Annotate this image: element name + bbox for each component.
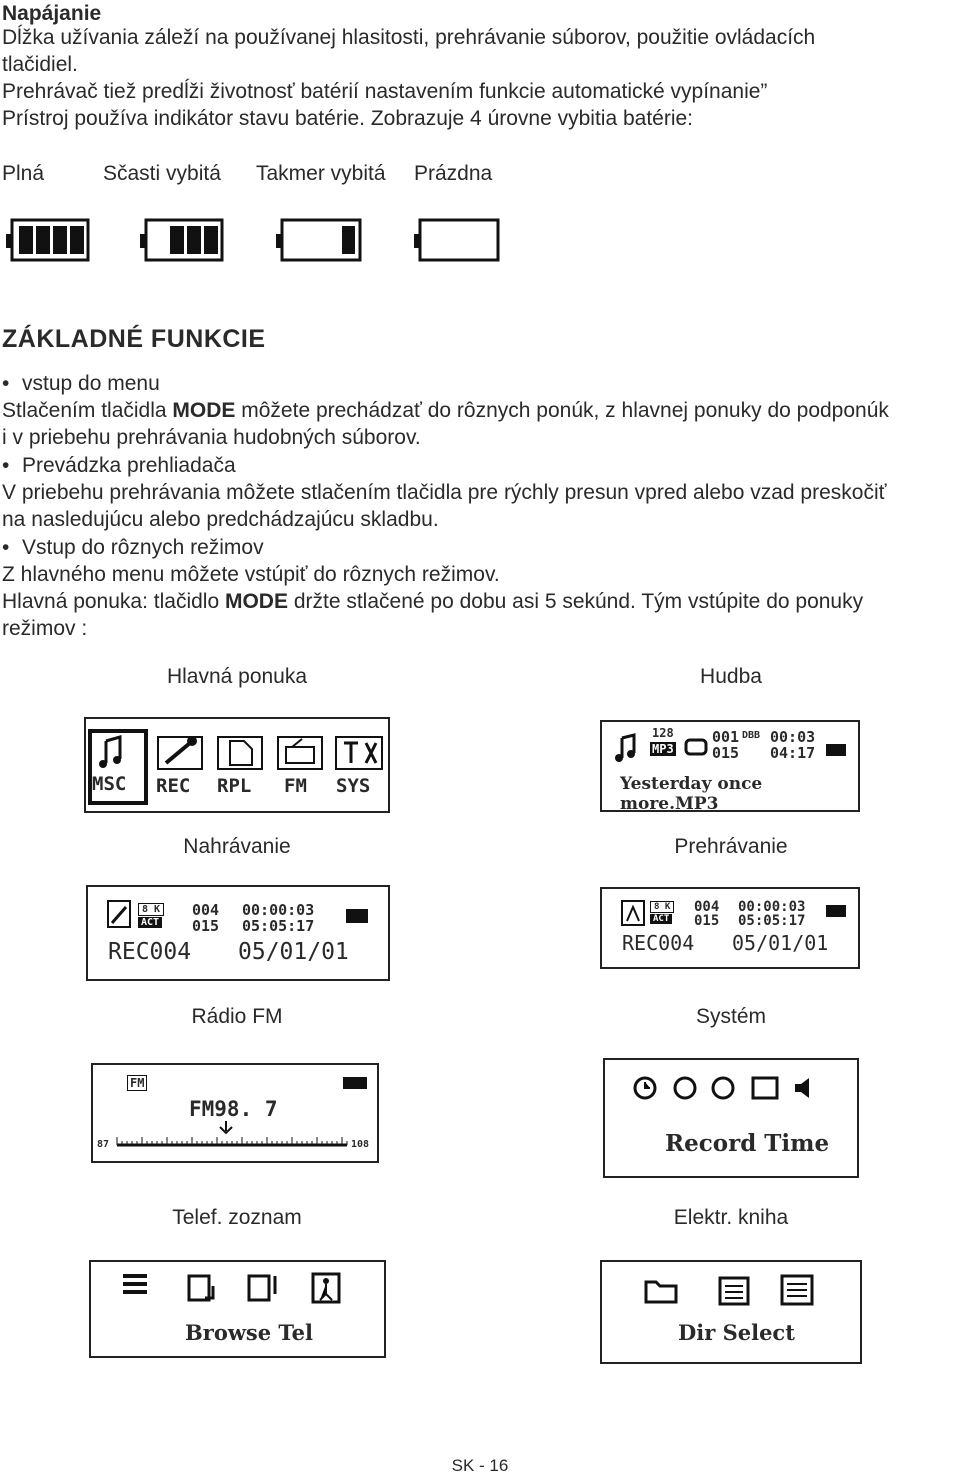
battery-icon [826, 744, 846, 756]
record-date: 05/01/01 [238, 939, 349, 965]
playback-icon [622, 901, 644, 925]
repeat-icon [686, 740, 706, 754]
lcd-system [603, 1058, 859, 1178]
playback-file: REC004 [622, 931, 695, 955]
battery-empty-icon [414, 220, 498, 260]
lcd-music [600, 720, 860, 812]
battery-label-partial: Sčasti vybitá [103, 162, 221, 185]
battery-partial-icon [140, 220, 222, 260]
record-time2: 05:05:17 [242, 917, 315, 935]
basic-functions-heading: ZÁKLADNÉ FUNKCIE [2, 325, 266, 353]
music-note-icon [615, 735, 635, 762]
phonebook-label: Browse Tel [185, 1320, 313, 1345]
playback-time2: 05:05:17 [738, 913, 806, 929]
battery-label-empty: Prázdna [414, 162, 493, 185]
lcd-radio [91, 1063, 379, 1163]
battery-icons [0, 210, 520, 270]
lcd-phonebook [89, 1260, 386, 1358]
lcd-record [86, 885, 390, 981]
power-line-2: tlačidiel. [2, 53, 78, 76]
battery-low-icon [276, 220, 360, 260]
system-label: Record Time [665, 1130, 830, 1157]
paragraph-main-menu [2, 588, 958, 615]
record-rate: 8 K [138, 903, 164, 916]
tools-icon [336, 737, 382, 769]
radio-icon [278, 737, 322, 769]
p1-text-a: Stlačením tlačidla [2, 399, 173, 422]
paragraph-modes-line1: Z hlavného menu môžete vstúpiť do rôznych režimov. [2, 563, 500, 586]
music-mode: DBB [742, 730, 761, 741]
playback-date: 05/01/01 [732, 931, 829, 955]
document-icon [720, 1278, 748, 1304]
mode-keyword: MODE [172, 399, 236, 422]
bullet-browser-text: Prevádzka prehliadača [22, 454, 236, 477]
music-track: 001 [712, 728, 740, 746]
p4-text-b: držte stlačené po dobu asi 5 sekúnd. Tým vstúpite do ponuky [287, 590, 864, 613]
document-list-icon [782, 1276, 812, 1304]
battery-icon [343, 1077, 367, 1089]
paragraph-mode [2, 397, 958, 424]
exit-icon [249, 1276, 275, 1300]
caption-radio: Rádio FM [191, 1005, 283, 1028]
record-act: ACT [138, 917, 162, 928]
playback-act: ACT [650, 914, 672, 924]
record-num2: 015 [192, 917, 220, 935]
menu-tab-msc: MSC [92, 773, 127, 795]
battery-full-icon [6, 220, 88, 260]
battery-icon [346, 909, 368, 923]
page-number: SK - 16 [451, 1456, 509, 1475]
bullet-modes-text: Vstup do rôznych režimov [22, 536, 264, 559]
bullet-browser [2, 452, 958, 479]
replay-document-icon [218, 737, 262, 769]
music-title: Yesterday once more.MP3 [620, 774, 763, 814]
microphone-icon [108, 901, 130, 927]
light-icon [675, 1078, 695, 1098]
p4-text-a: Hlavná ponuka: tlačidlo [2, 590, 225, 613]
power-heading: Napájanie [2, 2, 102, 25]
playback-num2: 015 [694, 913, 720, 929]
battery-label-full: Plná [2, 162, 45, 185]
menu-tab-sys: SYS [336, 775, 371, 797]
caption-music: Hudba [700, 665, 762, 688]
menu-tab-rec: REC [156, 775, 191, 797]
music-time-total: 04:17 [770, 744, 816, 762]
enter-icon [189, 1276, 213, 1300]
menu-tab-rpl: RPL [217, 775, 252, 797]
playback-num1: 004 [694, 899, 720, 915]
microphone-icon [158, 736, 202, 769]
record-file: REC004 [108, 939, 192, 965]
bullet-menu-entry-text: vstup do menu [22, 372, 160, 395]
paragraph-mode-line2: i v priebehu prehrávania hudobných súborov. [2, 426, 421, 449]
record-num1: 004 [192, 901, 220, 919]
caption-main-menu: Hlavná ponuka [166, 665, 308, 688]
battery-label-low: Takmer vybitá [256, 162, 386, 185]
phonebook-icon [123, 1276, 147, 1292]
lcd-ebook [600, 1260, 862, 1364]
lcd-main-menu [84, 717, 390, 813]
playback-rate: 8 K [650, 901, 674, 913]
caption-system: Systém [695, 1005, 766, 1028]
paragraph-browser-line1: V priebehu prehrávania môžete stlačením tlačidla pre rýchly presun vpred alebo vzad preskočiť [2, 481, 887, 504]
power-line-4: Prístroj používa indikátor stavu batérie. Zobrazuje 4 úrovne vybitia batérie: [2, 107, 694, 130]
language-icon [753, 1078, 777, 1098]
lcd-playback [600, 887, 860, 969]
caption-phonebook: Telef. zoznam [172, 1206, 302, 1229]
mode-keyword-2: MODE [224, 590, 288, 613]
radio-max: 108 [351, 1139, 370, 1150]
folder-icon [646, 1282, 676, 1302]
music-format: MP3 [652, 742, 674, 756]
contrast-icon [713, 1078, 733, 1098]
paragraph-browser-line2: na nasledujúcu alebo predchádzajúcu skladbu. [2, 508, 439, 531]
playback-time1: 00:00:03 [738, 899, 806, 915]
bullet-menu-entry [2, 370, 958, 397]
power-line-1: Dĺžka užívania záleží na používanej hlasitosti, prehrávanie súborov, použitie ovládacích [2, 26, 816, 49]
caption-record: Nahrávanie [183, 835, 291, 858]
menu-tab-fm: FM [284, 775, 307, 797]
radio-badge: FM [127, 1075, 147, 1091]
battery-icon [826, 905, 846, 917]
paragraph-main-menu-line2: režimov : [2, 617, 88, 640]
music-note-icon [99, 737, 121, 768]
caption-ebook: Elektr. kniha [673, 1206, 789, 1229]
person-icon [313, 1274, 339, 1302]
music-bitrate: 128 [652, 726, 674, 740]
frequency-scale [117, 1137, 347, 1145]
caption-playback: Prehrávanie [674, 835, 788, 858]
clock-icon [635, 1078, 655, 1098]
tuning-arrow-icon [220, 1121, 232, 1133]
radio-frequency: FM98. 7 [189, 1097, 278, 1121]
p1-text-b: môžete prechádzať do rôznych ponúk, z hlavnej ponuky do podponúk [235, 399, 889, 422]
speaker-icon [795, 1078, 809, 1098]
bullet-modes [2, 534, 958, 561]
radio-min: 87 [97, 1139, 110, 1150]
music-time-elapsed: 00:03 [770, 728, 816, 746]
ebook-label: Dir Select [678, 1320, 795, 1345]
record-time1: 00:00:03 [242, 901, 315, 919]
music-total: 015 [712, 744, 740, 762]
power-line-3: Prehrávač tiež predĺži životnosť batérií nastavením funkcie automatické vypínanie” [2, 80, 768, 103]
